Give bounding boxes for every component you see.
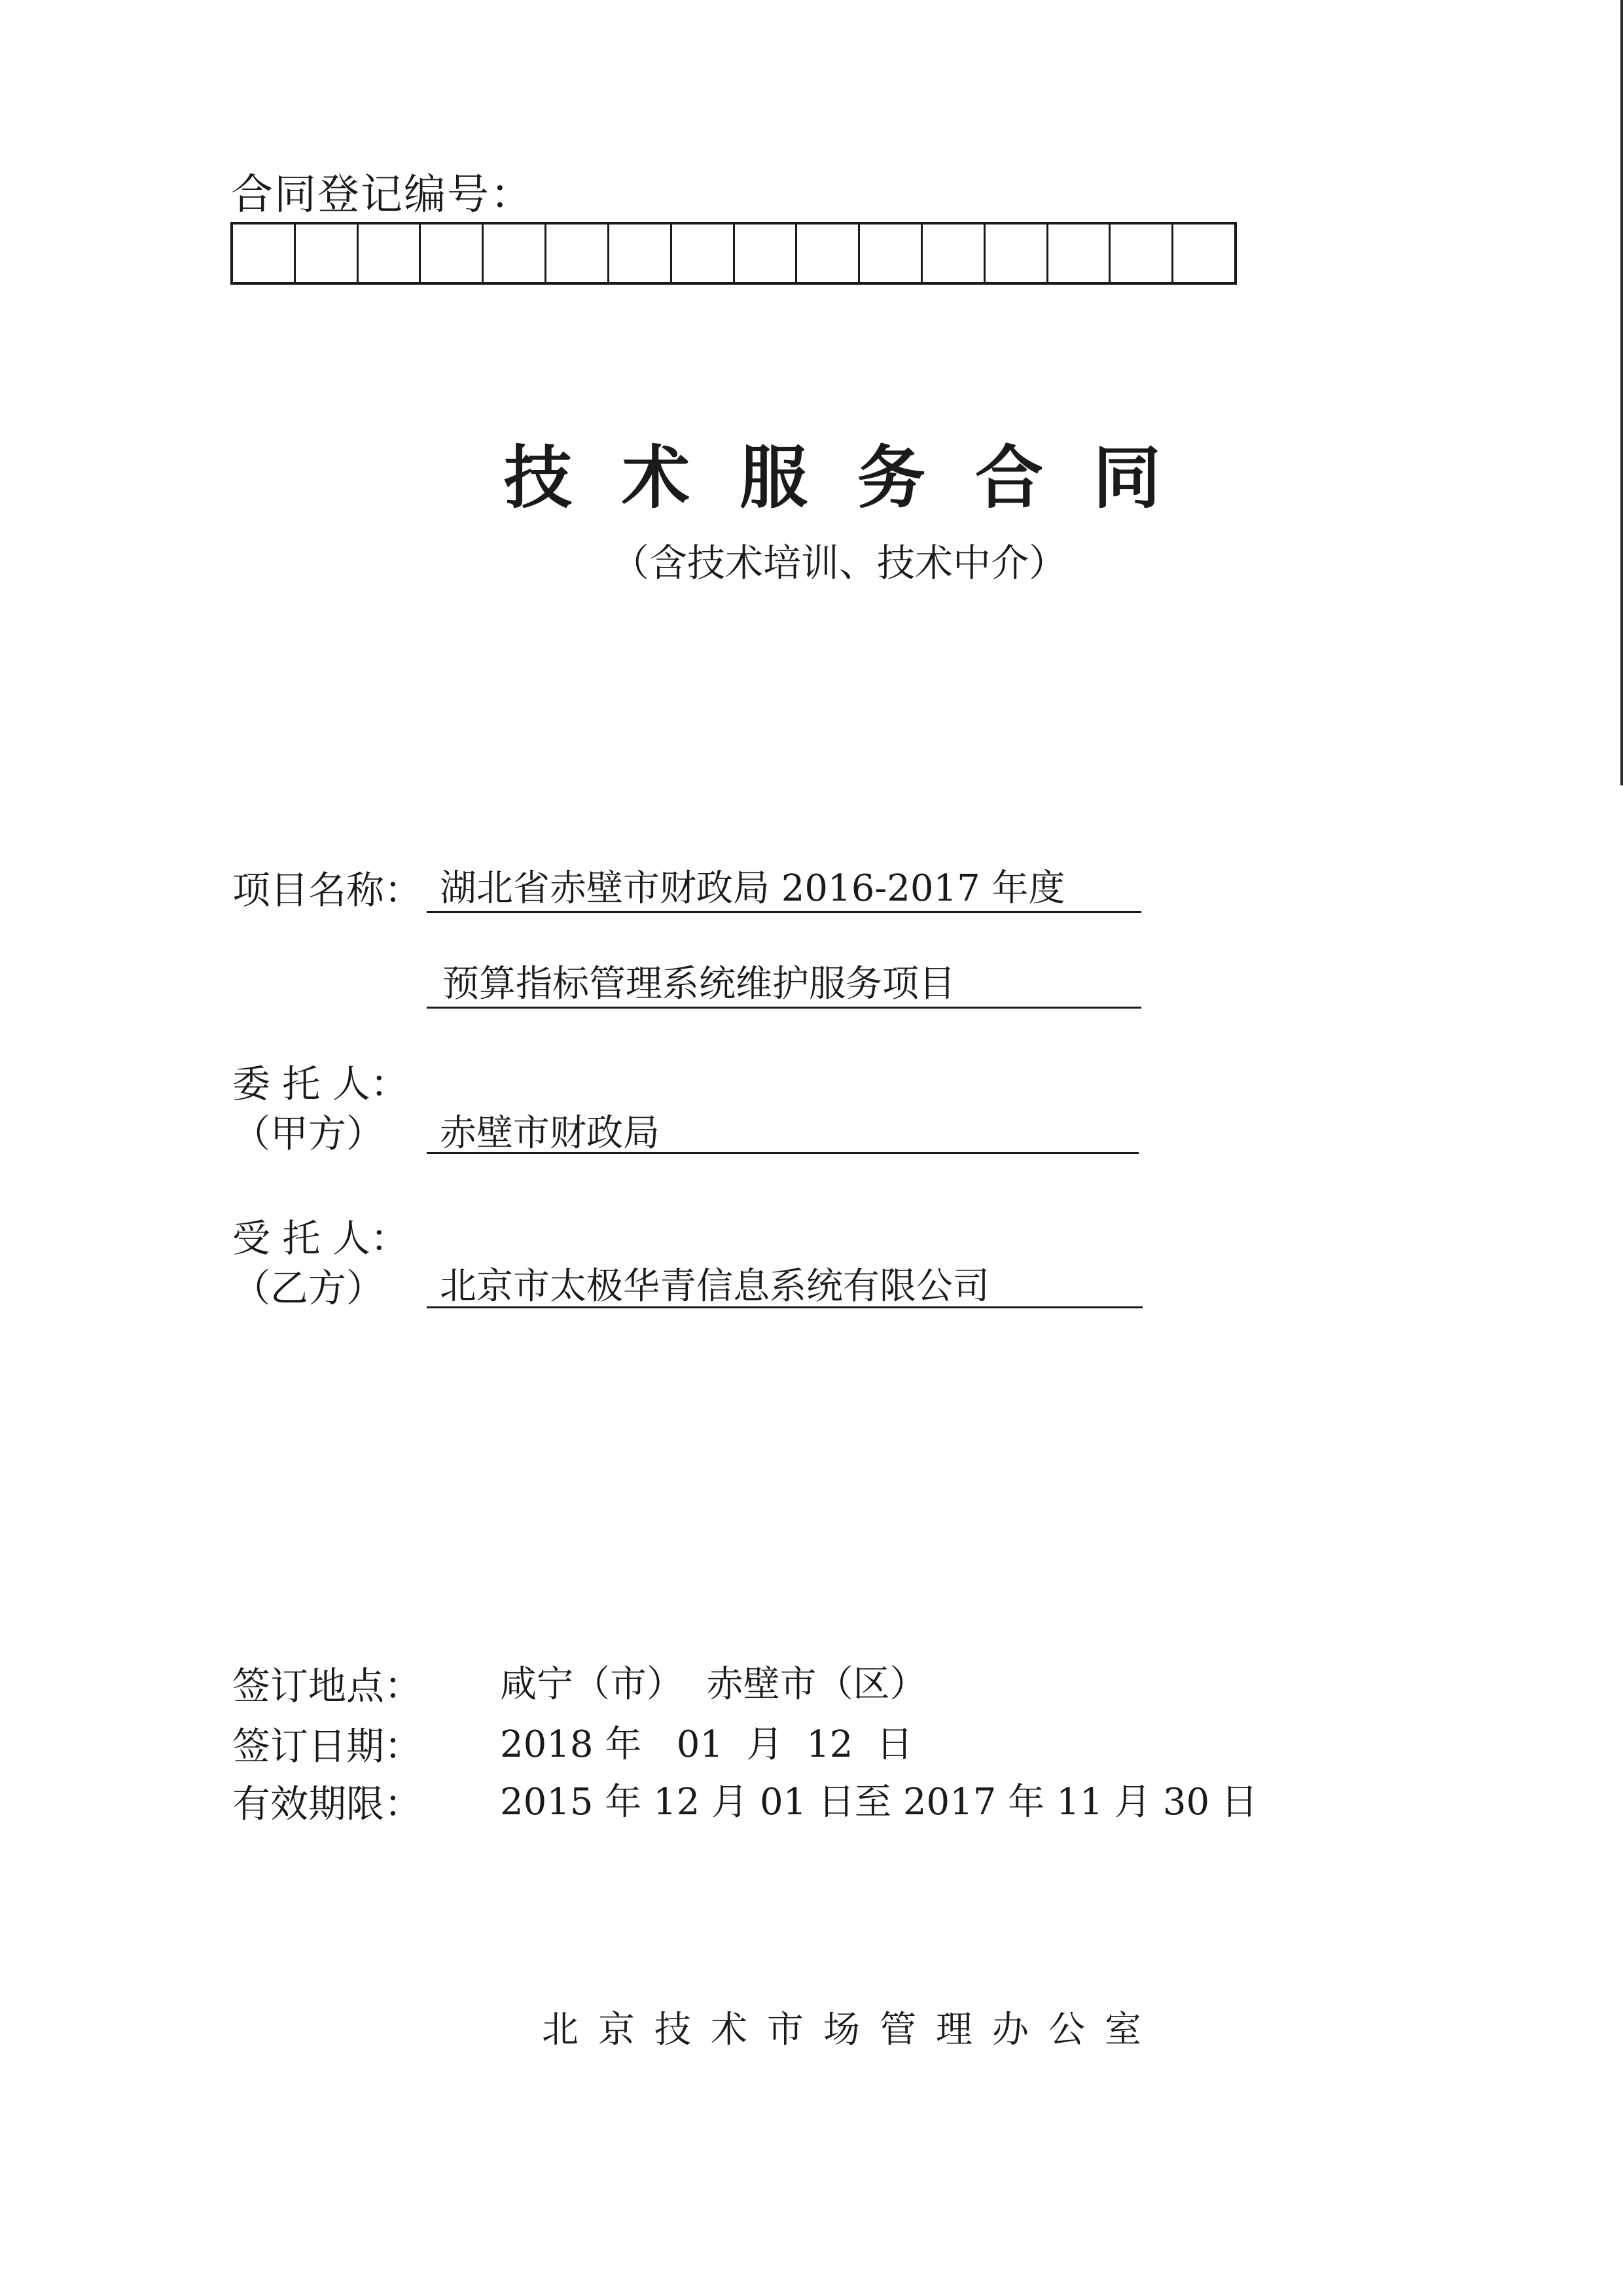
client-label: 委 托 人：: [232, 1062, 408, 1106]
contractor-value: 北京市太极华青信息系统有限公司: [440, 1265, 990, 1308]
client-value: 赤壁市财政局: [440, 1112, 660, 1155]
project-name-underline-2: [427, 1007, 1141, 1009]
registration-number-boxes: [230, 222, 1237, 285]
issuing-organization: 北京技术市场管理办公室: [542, 2009, 1161, 2051]
registration-box: [421, 224, 484, 282]
registration-box: [672, 224, 735, 282]
registration-box: [609, 224, 672, 282]
signing-date-value: 2018 年 01 月 12 日: [500, 1723, 914, 1766]
signing-date-label: 签订日期：: [232, 1724, 423, 1768]
project-name-line2: 预算指标管理系统维护服务项目: [442, 963, 955, 1005]
registration-box: [735, 224, 798, 282]
registration-box: [484, 224, 546, 282]
registration-box: [923, 224, 986, 282]
client-underline: [427, 1152, 1139, 1154]
validity-value: 2015 年 12 月 01 日至 2017 年 11 月 30 日: [500, 1781, 1258, 1823]
project-name-underline-1: [427, 911, 1141, 913]
project-name-line1: 湖北省赤壁市财政局 2016-2017 年度: [440, 867, 1065, 910]
registration-box: [546, 224, 609, 282]
document-title: 技术服务合同: [504, 437, 1211, 518]
registration-box: [1173, 224, 1234, 282]
registration-box: [860, 224, 923, 282]
document-subtitle: （含技术培训、技术中介）: [611, 541, 1067, 585]
contractor-label: 受 托 人：: [232, 1216, 408, 1261]
registration-box: [986, 224, 1048, 282]
registration-box: [797, 224, 860, 282]
registration-label: 合同登记编号：: [231, 171, 533, 219]
registration-box: [233, 224, 296, 282]
registration-box: [1048, 224, 1111, 282]
contractor-party-label: （乙方）: [232, 1266, 385, 1310]
contractor-underline: [427, 1306, 1143, 1308]
client-party-label: （甲方）: [232, 1111, 385, 1156]
project-name-label: 项目名称：: [232, 868, 423, 912]
validity-label: 有效期限：: [232, 1782, 423, 1826]
scan-edge-shadow: [1620, 0, 1623, 785]
signing-place-value: 咸宁（市） 赤壁市（区）: [500, 1663, 927, 1706]
registration-box: [296, 224, 359, 282]
registration-box: [1111, 224, 1173, 282]
registration-box: [359, 224, 421, 282]
signing-place-label: 签订地点：: [232, 1664, 423, 1708]
